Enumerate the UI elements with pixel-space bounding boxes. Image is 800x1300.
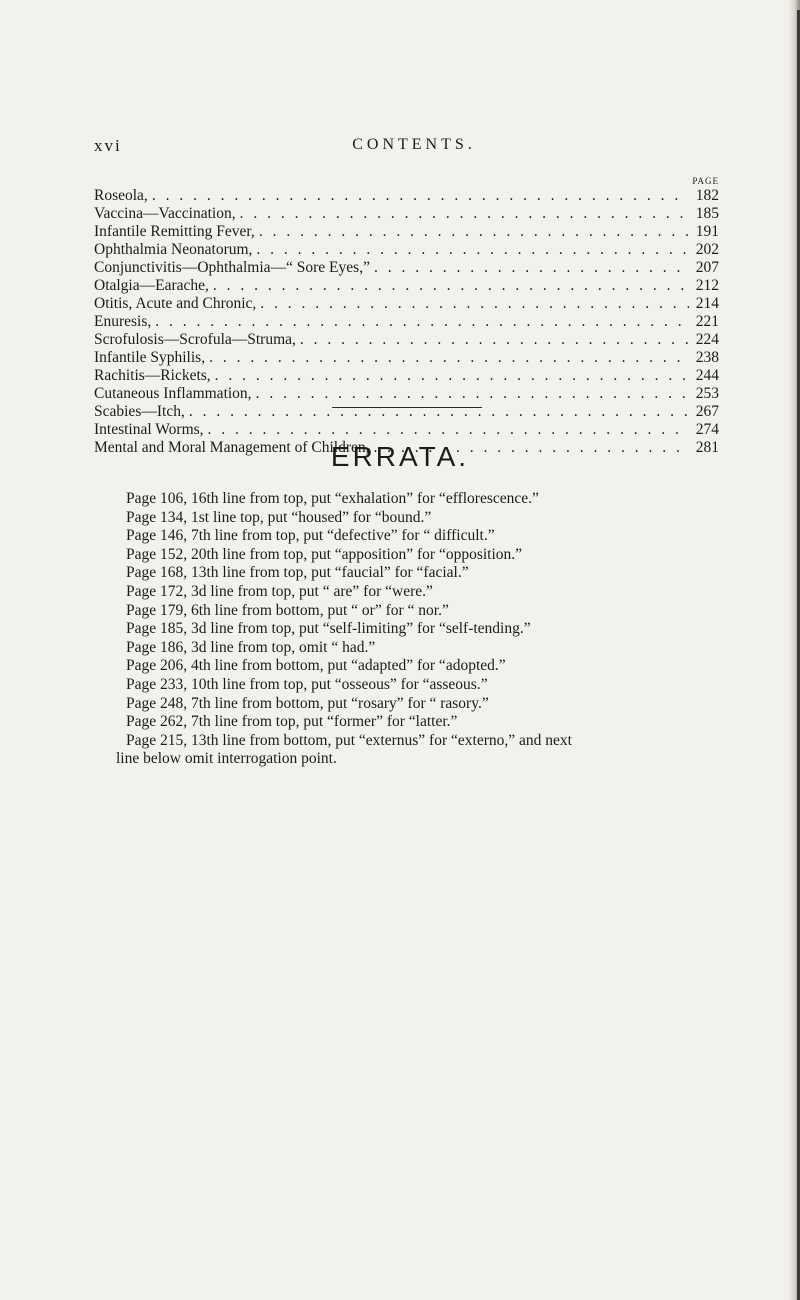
errata-continuation: line below omit interrogation point. (116, 750, 337, 768)
toc-entry-page: 244 (695, 367, 719, 384)
toc-entry (94, 331, 719, 349)
toc-entry (94, 385, 719, 403)
toc-entry-title: Roseola, (94, 187, 148, 204)
toc-entry (94, 403, 719, 421)
errata-item: Page 233, 10th line from top, put “osseous” for “asseous.” (126, 675, 488, 693)
errata-item: Page 146, 7th line from top, put “defective” for “ difficult.” (126, 527, 495, 545)
errata-item: Page 134, 1st line top, put “housed” for “bound.” (126, 508, 432, 526)
toc-entry-page: 207 (695, 259, 719, 276)
dot-leader (260, 295, 689, 313)
errata-item: Page 186, 3d line from top, omit “ had.” (126, 638, 376, 656)
toc-entry-page: 224 (695, 331, 719, 348)
errata-item: Page 185, 3d line from top, put “self-limiting” for “self-tending.” (126, 620, 531, 638)
toc-entry (94, 277, 719, 295)
errata-item: Page 168, 13th line from top, put “faucial” for “facial.” (126, 564, 469, 582)
toc-entry (94, 313, 719, 331)
dot-leader (256, 385, 689, 403)
toc-entry-page: 267 (695, 403, 719, 420)
toc-entry-title: Scabies—Itch, (94, 403, 185, 420)
errata-item: Page 262, 7th line from top, put “former” for “latter.” (126, 713, 458, 731)
dot-leader (259, 223, 689, 241)
toc-entry-page: 191 (695, 223, 719, 240)
toc-entry (94, 421, 719, 439)
toc-list (94, 187, 719, 457)
errata-item: Page 215, 13th line from bottom, put “externus” for “externo,” and next (126, 731, 572, 749)
toc-entry (94, 259, 719, 277)
errata-item: Page 179, 6th line from bottom, put “ or” for “ nor.” (126, 601, 449, 619)
errata-list (116, 490, 696, 769)
toc-entry (94, 241, 719, 259)
toc-entry-title: Enuresis, (94, 313, 152, 330)
toc-entry-page: 182 (695, 187, 719, 204)
toc-entry (94, 187, 719, 205)
dot-leader (213, 277, 689, 295)
toc-entry-page: 221 (695, 313, 719, 330)
page-column-label: PAGE (692, 176, 719, 186)
toc-entry-title: Otalgia—Earache, (94, 277, 209, 294)
toc-entry-page: 238 (695, 349, 719, 366)
dot-leader (209, 349, 689, 367)
toc-entry-title: Mental and Moral Management of Children, (94, 439, 370, 456)
toc-entry (94, 295, 719, 313)
toc-entry (94, 367, 719, 385)
dot-leader (152, 187, 689, 205)
toc-entry-title: Vaccina—Vaccination, (94, 205, 236, 222)
toc-entry-title: Cutaneous Inflammation, (94, 385, 252, 402)
running-header (94, 136, 734, 156)
toc-entry-title: Infantile Remitting Fever, (94, 223, 255, 240)
toc-entry-title: Infantile Syphilis, (94, 349, 206, 366)
toc-entry-page: 253 (695, 385, 719, 402)
errata-item: Page 172, 3d line from top, put “ are” for “were.” (126, 582, 433, 600)
toc-entry-page: 212 (695, 277, 719, 294)
toc-entry-page: 202 (695, 241, 719, 258)
dot-leader (208, 421, 689, 439)
toc-entry-title: Ophthalmia Neonatorum, (94, 241, 253, 258)
errata-section (116, 490, 696, 769)
toc-entry-page: 281 (695, 439, 719, 456)
toc-entry-title: Conjunctivitis—Ophthalmia—“ Sore Eyes,” (94, 259, 370, 276)
toc-entry (94, 223, 719, 241)
dot-leader (189, 403, 689, 421)
dot-leader (215, 367, 689, 385)
table-of-contents (94, 175, 719, 457)
errata-item: Page 152, 20th line from top, put “apposition” for “opposition.” (126, 545, 523, 563)
section-divider (332, 407, 482, 408)
running-title: CONTENTS. (352, 136, 476, 153)
toc-entry (94, 349, 719, 367)
dot-leader (256, 241, 689, 259)
errata-item: Page 248, 7th line from bottom, put “rosary” for “ rasory.” (126, 694, 489, 712)
toc-entry-page: 274 (695, 421, 719, 438)
toc-entry-page: 214 (695, 295, 719, 312)
errata-item: Page 106, 16th line from top, put “exhalation” for “efflorescence.” (126, 490, 539, 507)
toc-entry (94, 205, 719, 223)
toc-entry-title: Otitis, Acute and Chronic, (94, 295, 257, 312)
toc-entry-title: Scrofulosis—Scrofula—Struma, (94, 331, 296, 348)
dot-leader (374, 259, 689, 277)
errata-heading: ERRATA. (330, 441, 470, 472)
toc-entry-title: Intestinal Worms, (94, 421, 204, 438)
dot-leader (155, 313, 689, 331)
page-number: xvi (94, 136, 122, 155)
dot-leader (300, 331, 689, 349)
dot-leader (240, 205, 689, 223)
toc-entry-page: 185 (695, 205, 719, 222)
errata-item: Page 206, 4th line from bottom, put “adapted” for “adopted.” (126, 657, 506, 675)
toc-entry-title: Rachitis—Rickets, (94, 367, 211, 384)
